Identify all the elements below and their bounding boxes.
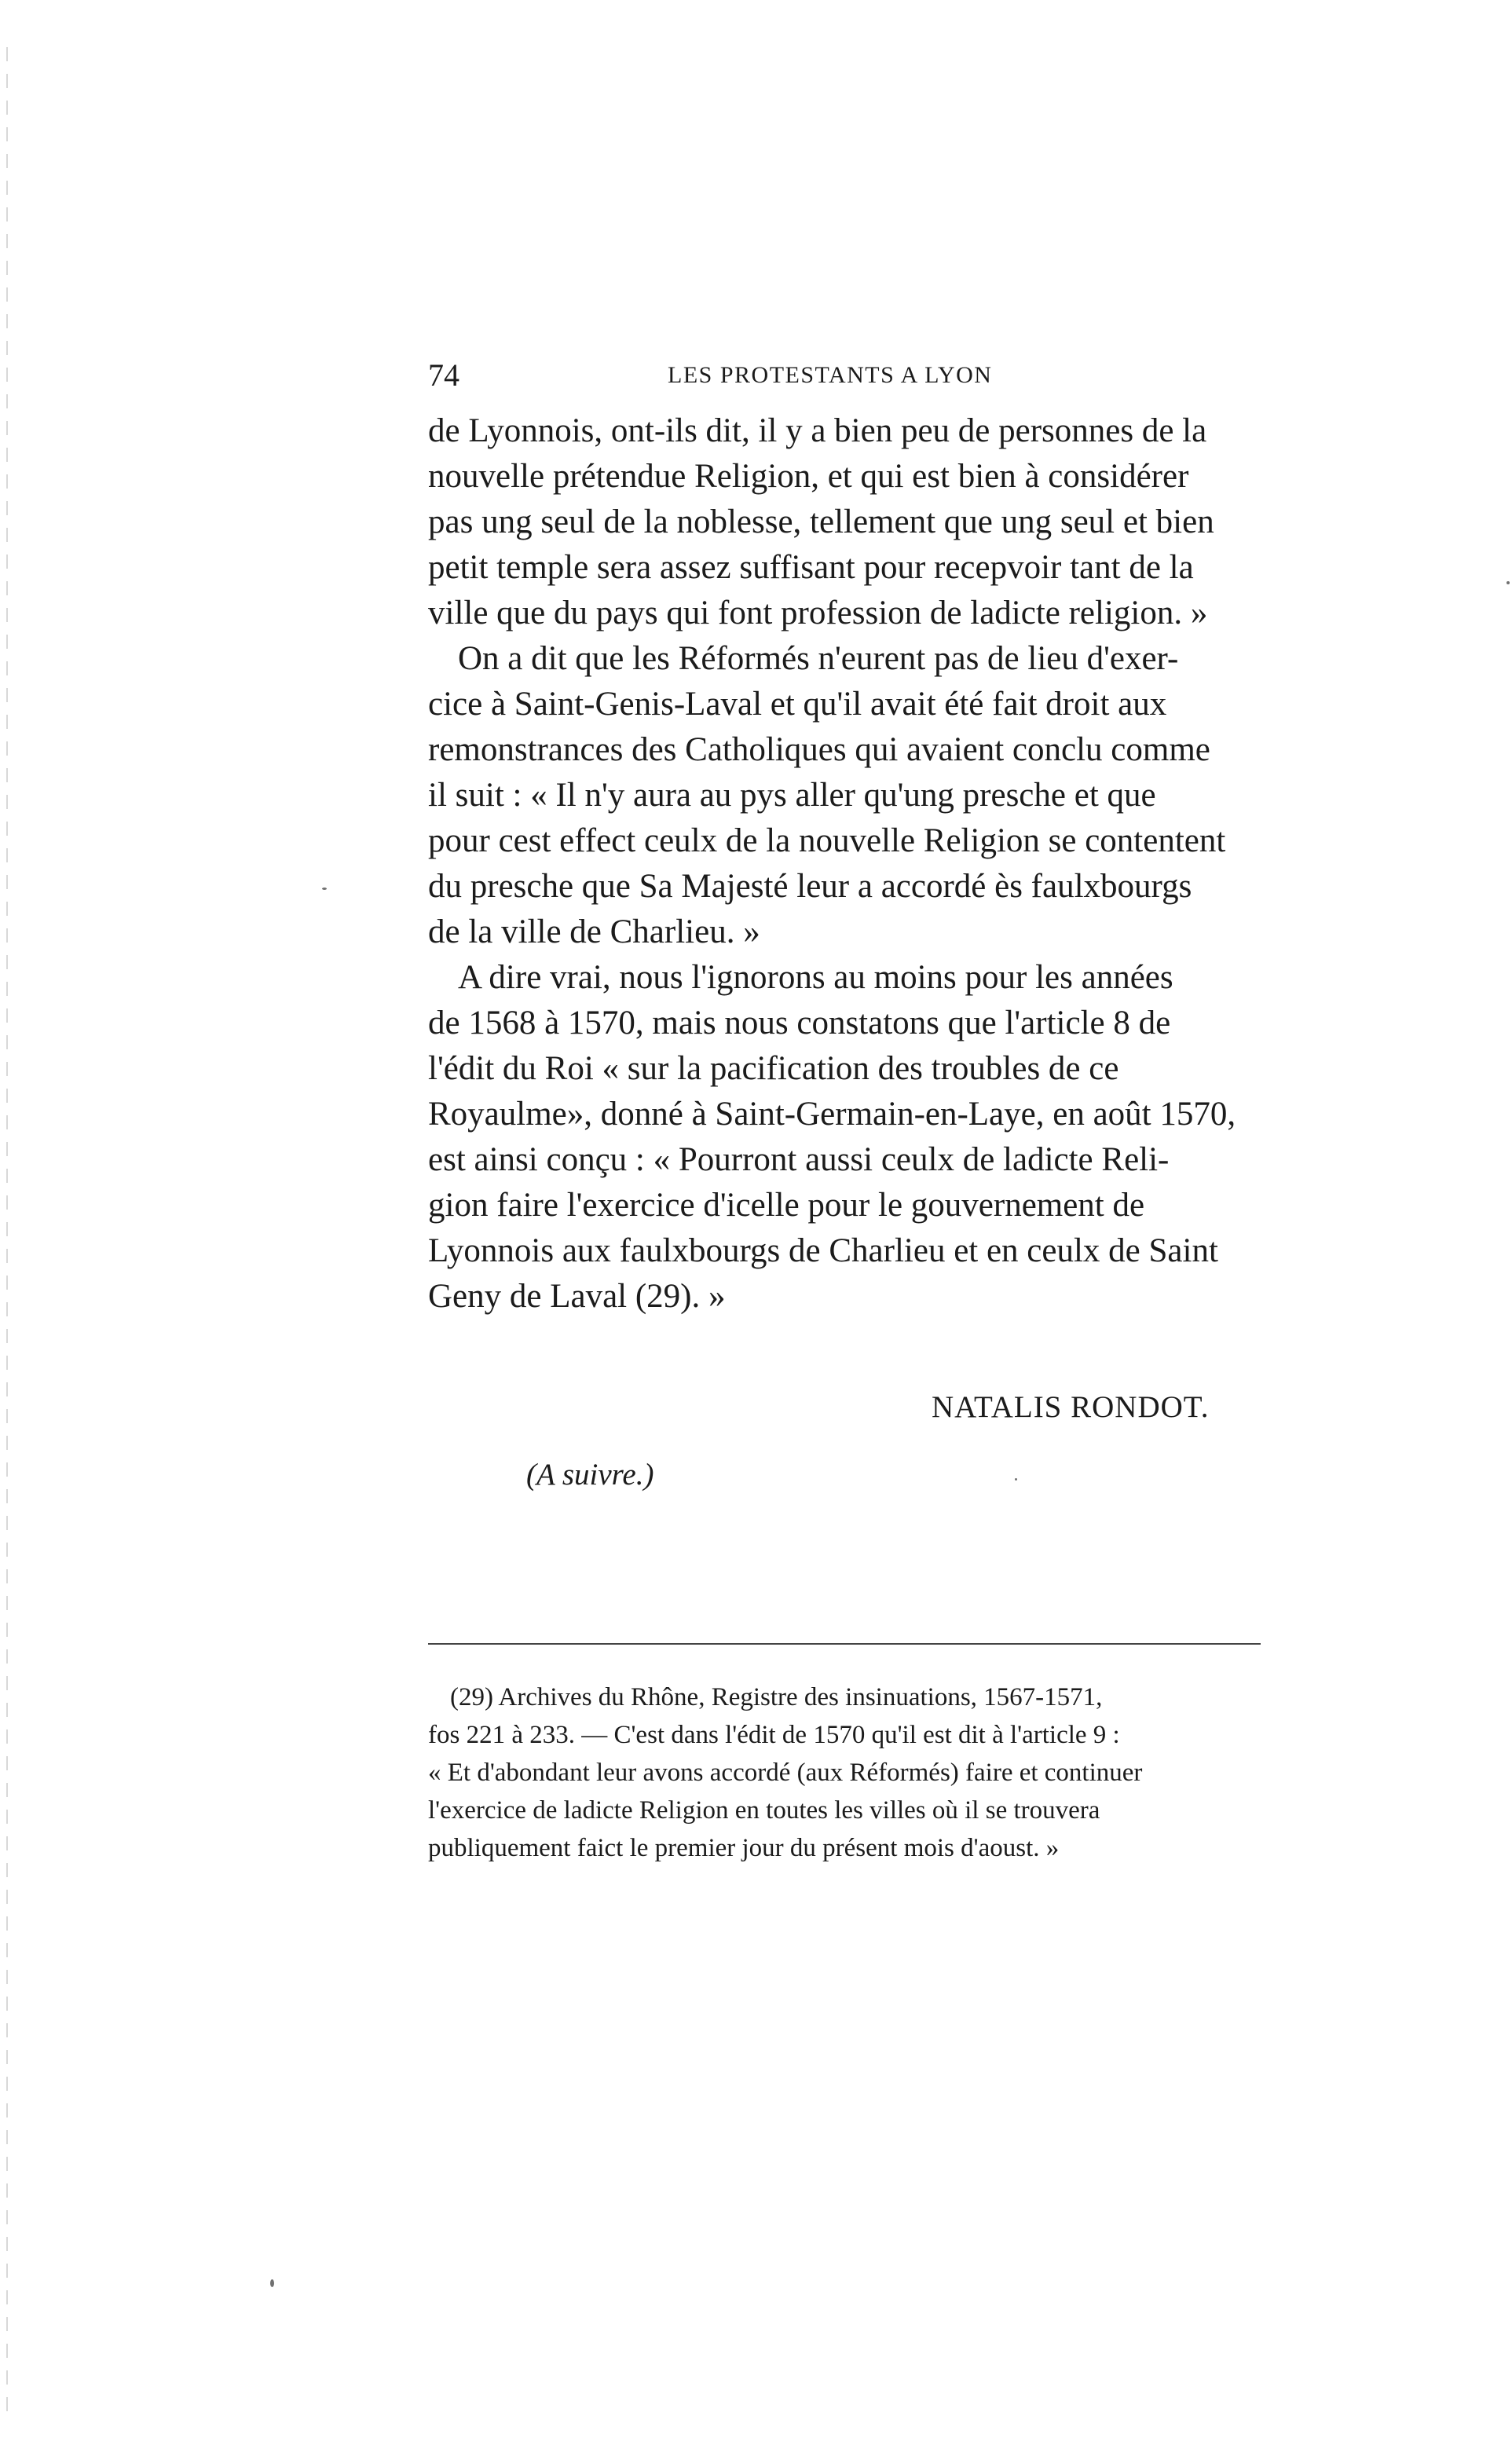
footnote-line: publiquement faict le premier jour du présent mois d'aoust. » <box>428 1834 1060 1862</box>
text-line: remonstrances des Catholiques qui avaient conclu comme <box>428 731 1210 768</box>
text-line: de Lyonnois, ont-ils dit, il y a bien peu de personnes de la <box>428 412 1207 449</box>
footnote-block <box>428 1678 1261 1867</box>
text-line: gion faire l'exercice d'icelle pour le gouvernement de <box>428 1187 1145 1224</box>
running-title: LES PROTESTANTS A LYON <box>668 362 993 388</box>
author-signature: NATALIS RONDOT. <box>932 1390 1210 1424</box>
text-line: l'édit du Roi « sur la pacification des troubles de ce <box>428 1050 1119 1087</box>
text-line: de la ville de Charlieu. » <box>428 913 760 950</box>
text-line: Royaulme», donné à Saint-Germain-en-Laye, en août 1570, <box>428 1096 1236 1133</box>
footnote-divider <box>428 1643 1261 1645</box>
scan-speck <box>1507 581 1510 584</box>
footnote-line: l'exercice de ladicte Religion en toutes les villes où il se trouvera <box>428 1796 1100 1825</box>
text-line: du presche que Sa Majesté leur a accordé ès faulxbourgs <box>428 868 1192 905</box>
paragraph-start-line: A dire vrai, nous l'ignorons au moins pour les années <box>458 959 1173 996</box>
text-line: nouvelle prétendue Religion, et qui est bien à considérer <box>428 458 1189 495</box>
text-line: petit temple sera assez suffisant pour recepvoir tant de la <box>428 549 1194 586</box>
text-line: Lyonnois aux faulxbourgs de Charlieu et en ceulx de Saint <box>428 1232 1218 1269</box>
main-text <box>428 408 1261 1320</box>
page-header <box>428 352 1261 399</box>
continuation-note: (A suivre.) <box>526 1458 654 1492</box>
text-line: Geny de Laval (29). » <box>428 1278 726 1315</box>
text-line: est ainsi conçu : « Pourront aussi ceulx de ladicte Reli- <box>428 1141 1170 1178</box>
paragraph-start-line: On a dit que les Réformés n'eurent pas de lieu d'exer- <box>458 640 1179 677</box>
page-number: 74 <box>428 357 459 393</box>
text-line: pour cest effect ceulx de la nouvelle Religion se contentent <box>428 822 1226 859</box>
footnote-line: (29) Archives du Rhône, Registre des insinuations, 1567-1571, <box>450 1683 1103 1711</box>
scan-speck <box>270 2279 274 2287</box>
scan-edge <box>6 47 8 2419</box>
text-line: cice à Saint-Genis-Laval et qu'il avait été fait droit aux <box>428 686 1167 723</box>
text-line: ville que du pays qui font profession de ladicte religion. » <box>428 595 1208 631</box>
text-line: pas ung seul de la noblesse, tellement que ung seul et bien <box>428 503 1214 540</box>
scan-speck <box>322 888 327 890</box>
footnote-line: fos 221 à 233. — C'est dans l'édit de 1570 qu'il est dit à l'article 9 : <box>428 1721 1120 1749</box>
footnote-line: « Et d'abondant leur avons accordé (aux Réformés) faire et continuer <box>428 1759 1143 1787</box>
scan-speck <box>1015 1478 1017 1481</box>
text-line: il suit : « Il n'y aura au pys aller qu'ung presche et que <box>428 777 1156 814</box>
text-line: de 1568 à 1570, mais nous constatons que l'article 8 de <box>428 1005 1171 1041</box>
